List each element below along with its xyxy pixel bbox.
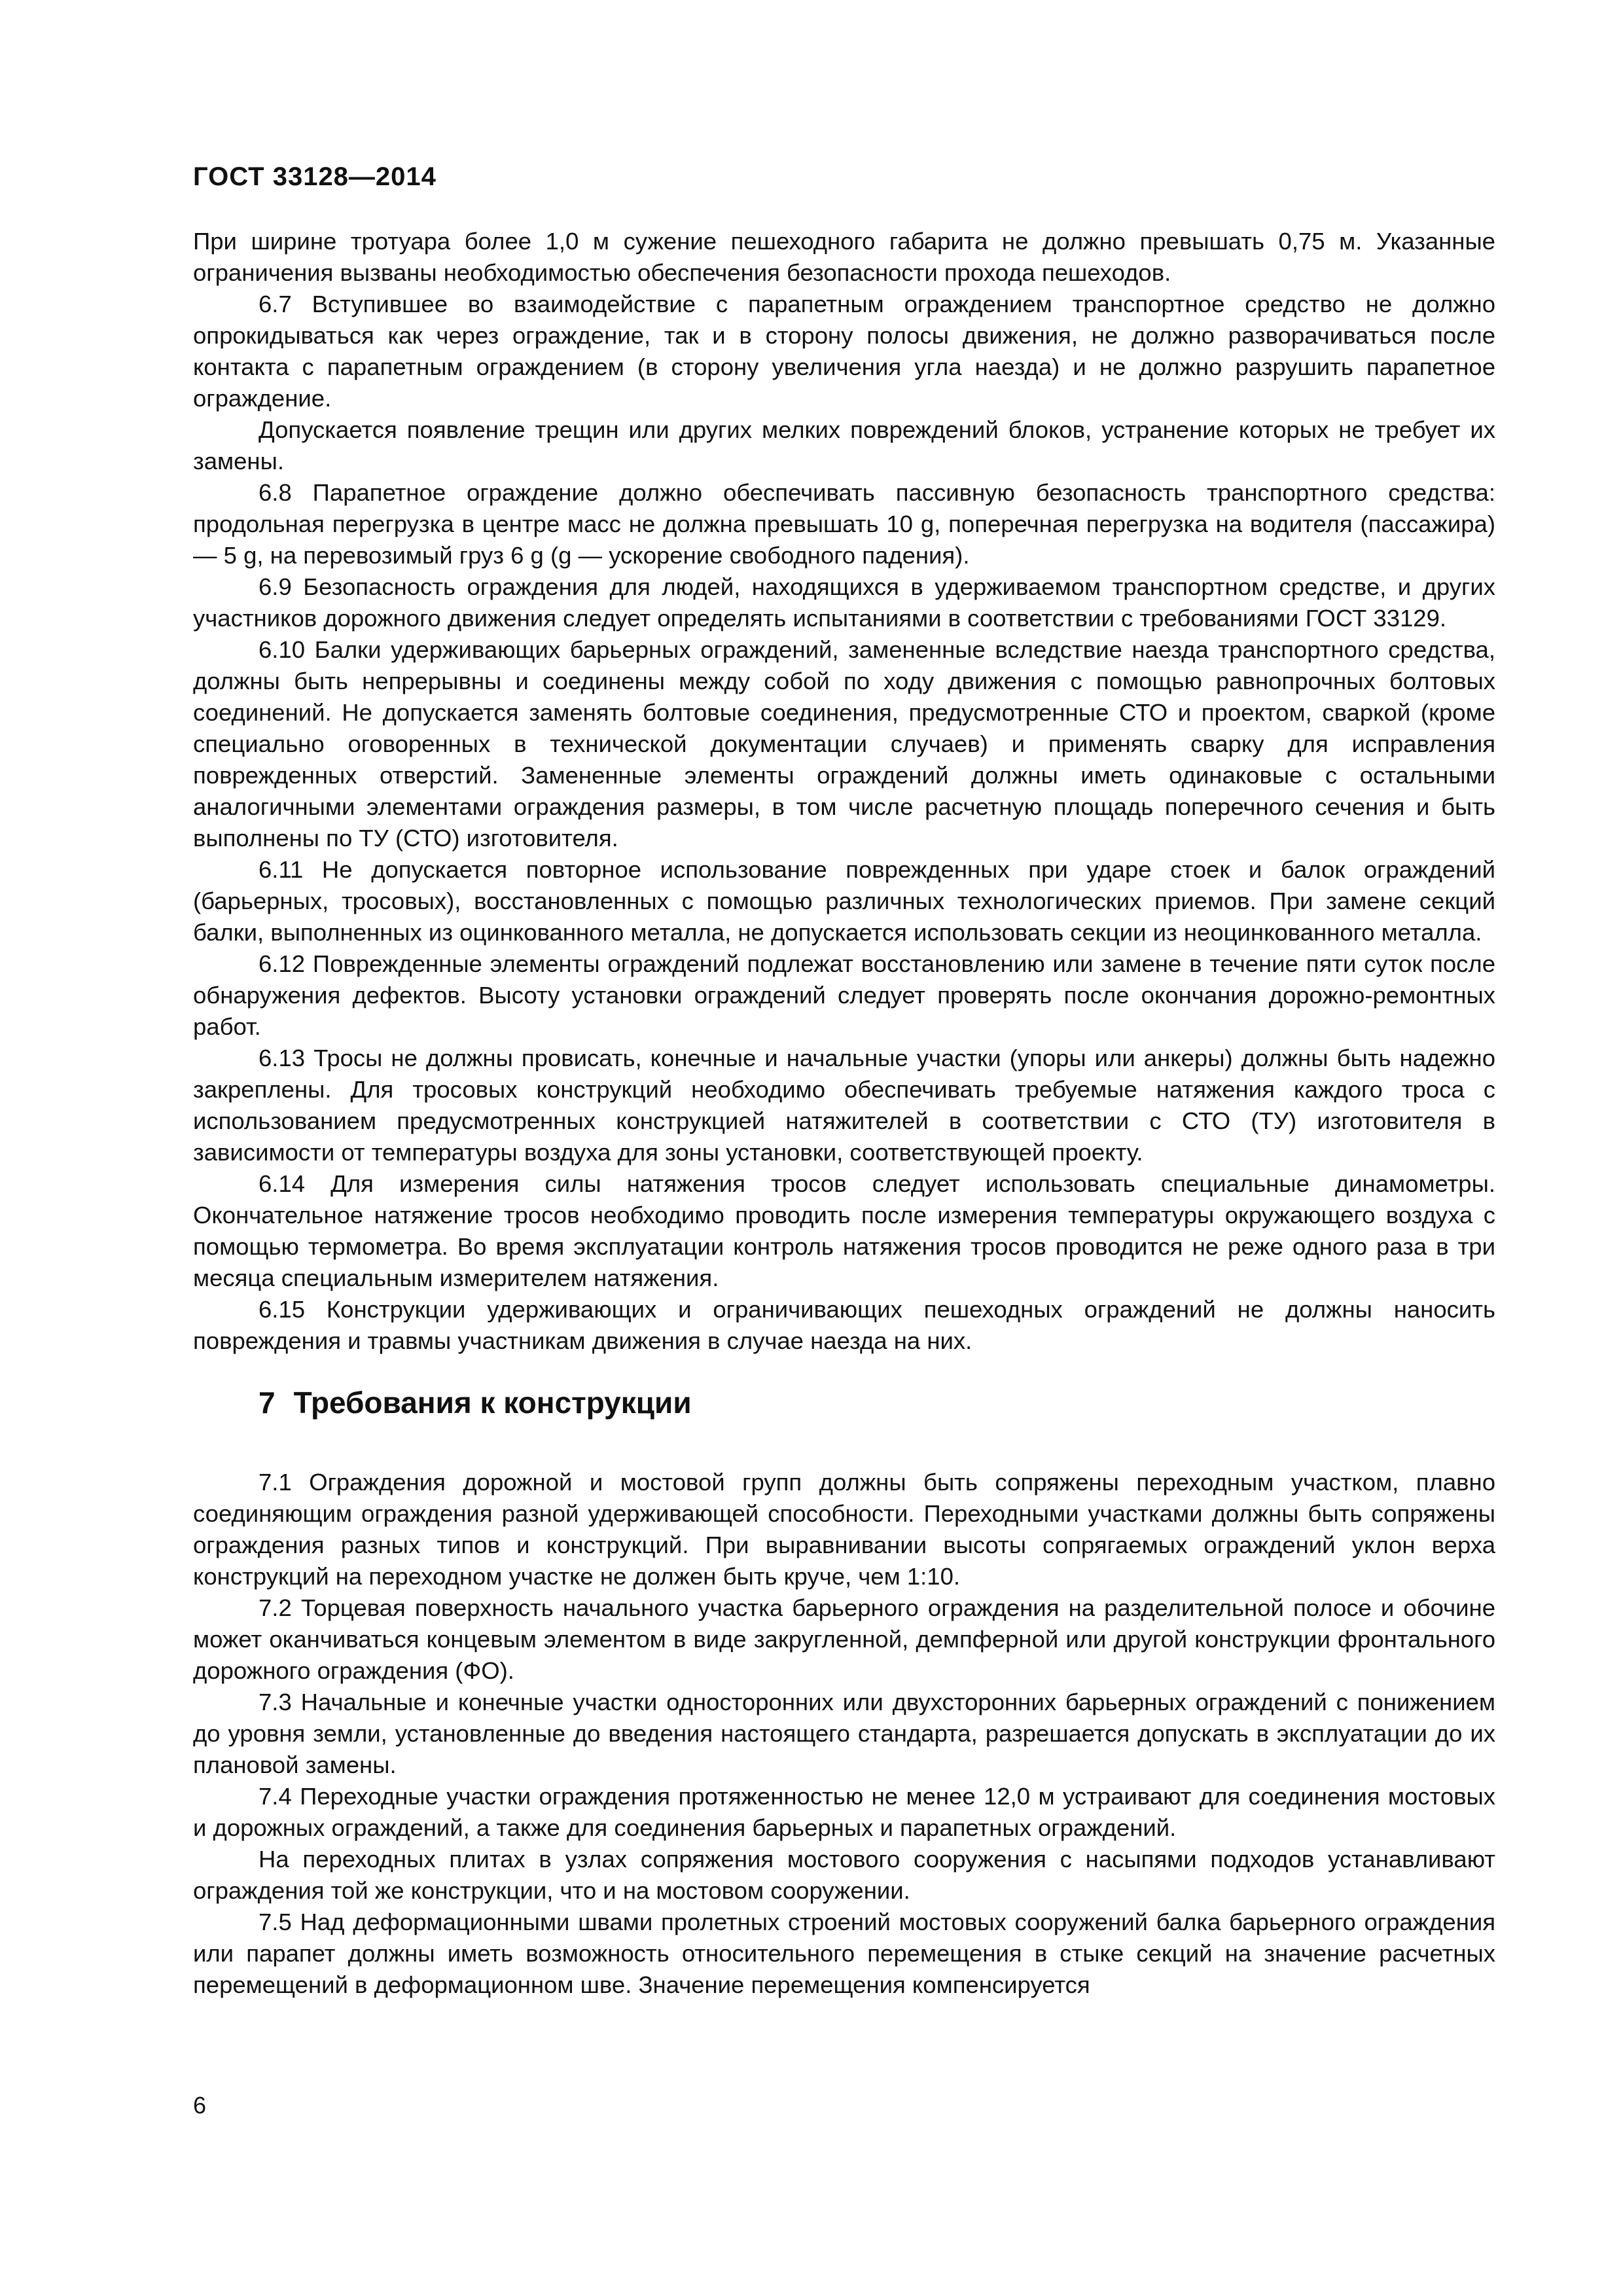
page-number: 6: [193, 2092, 207, 2119]
paragraph-7-4-note: На переходных плитах в узлах сопряжения мостового сооружения с насыпями подходов устанавливают ограждения той же конструкции, что и на мостовом сооружении.: [193, 1846, 1495, 1904]
paragraph-7-2: 7.2 Торцевая поверхность начального участка барьерного ограждения на разделительной полосе и обочине может оканчиваться концевым элементом в виде закругленной, демпферной или другой конструкции фронтального дорожного ограждения (ФО).: [193, 1594, 1495, 1684]
paragraph-7-4: 7.4 Переходные участки ограждения протяженностью не менее 12,0 м устраивают для соединения мостовых и дорожных ограждений, а также для соединения барьерных и парапетных ограждений.: [193, 1783, 1495, 1841]
paragraph-6-10: 6.10 Балки удерживающих барьерных ограждений, замененные вследствие наезда транспортного средства, должны быть непрерывны и соединены между собой по ходу движения с помощью равнопрочных болтовых соединений. Не допускается заменять болтовые соединения, предусмотренные СТО и проектом, сваркой (кроме специально оговоренных в технической документации случаев) и применять сварку для исправления поврежденных отверстий. Замененные элементы ограждений должны иметь одинаковые с остальными аналогичными элементами ограждения размеры, в том числе расчетную площадь поперечного сечения и быть выполнены по ТУ (СТО) изготовителя.: [193, 636, 1495, 852]
paragraph-6-13: 6.13 Тросы не должны провисать, конечные и начальные участки (упоры или анкеры) должны быть надежно закреплены. Для тросовых конструкций необходимо обеспечивать требуемые натяжения каждого троса с использованием предусмотренных конструкцией натяжителей в соответствии с СТО (ТУ) изготовителя в зависимости от температуры воздуха для зоны установки, соответствующей проекту.: [193, 1045, 1495, 1166]
paragraph-6-7-note: Допускается появление трещин или других мелких повреждений блоков, устранение которых не требует их замены.: [193, 416, 1495, 475]
section-7-title: Требования к конструкции: [293, 1386, 692, 1420]
section-7-heading: [193, 1384, 1495, 1421]
paragraph-6-9: 6.9 Безопасность ограждения для людей, находящихся в удерживаемом транспортном средстве, и других участников дорожного движения следует определять испытаниями в соответствии с требованиями ГОСТ 33129.: [193, 573, 1495, 632]
paragraph-7-3: 7.3 Начальные и конечные участки односторонних или двухсторонних барьерных ограждений с понижением до уровня земли, установленные до введения настоящего стандарта, разрешается допускать в эксплуатации до их плановой замены.: [193, 1689, 1495, 1778]
paragraph-6-8: 6.8 Парапетное ограждение должно обеспечивать пассивную безопасность транспортного средства: продольная перегрузка в центре масс не должна превышать 10 g, поперечная перегрузка на водителя (пассажира) — 5 g, на перевозимый груз 6 g (g — ускорение свободного падения).: [193, 479, 1495, 569]
paragraph-6-11: 6.11 Не допускается повторное использование поврежденных при ударе стоек и балок ограждений (барьерных, тросовых), восстановленных с помощью различных технологических приемов. При замене секций балки, выполненных из оцинкованного металла, не допускается использовать секции из неоцинкованного металла.: [193, 856, 1495, 946]
document-code-header: ГОСТ 33128—2014: [193, 162, 437, 191]
paragraph-6-12: 6.12 Поврежденные элементы ограждений подлежат восстановлению или замене в течение пяти суток после обнаружения дефектов. Высоту установки ограждений следует проверять после окончания дорожно-ремонтных работ.: [193, 950, 1495, 1040]
paragraph-7-1: 7.1 Ограждения дорожной и мостовой групп должны быть сопряжены переходным участком, плавно соединяющим ограждения разной удерживающей способности. Переходными участками должны быть сопряжены ограждения разных типов и конструкций. При выравнивании высоты сопрягаемых ограждений уклон верха конструкций на переходном участке не должен быть круче, чем 1:10.: [193, 1469, 1495, 1590]
paragraph-6-15: 6.15 Конструкции удерживающих и ограничивающих пешеходных ограждений не должны наносить повреждения и травмы участникам движения в случае наезда на них.: [193, 1296, 1495, 1354]
document-body: [193, 226, 1495, 2001]
paragraph-6-7: 6.7 Вступившее во взаимодействие с парапетным ограждением транспортное средство не должно опрокидываться как через ограждение, так и в сторону полосы движения, не должно разворачиваться после контакта с парапетным ограждением (в сторону увеличения угла наезда) и не должно разрушить парапетное ограждение.: [193, 291, 1495, 412]
paragraph-6-14: 6.14 Для измерения силы натяжения тросов следует использовать специальные динамометры. Окончательное натяжение тросов необходимо проводить после измерения температуры окружающего воздуха с помощью термометра. Во время эксплуатации контроль натяжения тросов проводится не реже одного раза в три месяца специальным измерителем натяжения.: [193, 1170, 1495, 1291]
section-7-number: 7: [259, 1386, 276, 1420]
paragraph-6-6-continuation: При ширине тротуара более 1,0 м сужение пешеходного габарита не должно превышать 0,75 м. Указанные ограничения вызваны необходимостью обеспечения безопасности прохода пешеходов.: [193, 228, 1495, 286]
paragraph-7-5: 7.5 Над деформационными швами пролетных строений мостовых сооружений балка барьерного ограждения или парапет должны иметь возможность относительного перемещения в стыке секций на значение расчетных перемещений в деформационном шве. Значение перемещения компенсируется: [193, 1909, 1495, 1998]
